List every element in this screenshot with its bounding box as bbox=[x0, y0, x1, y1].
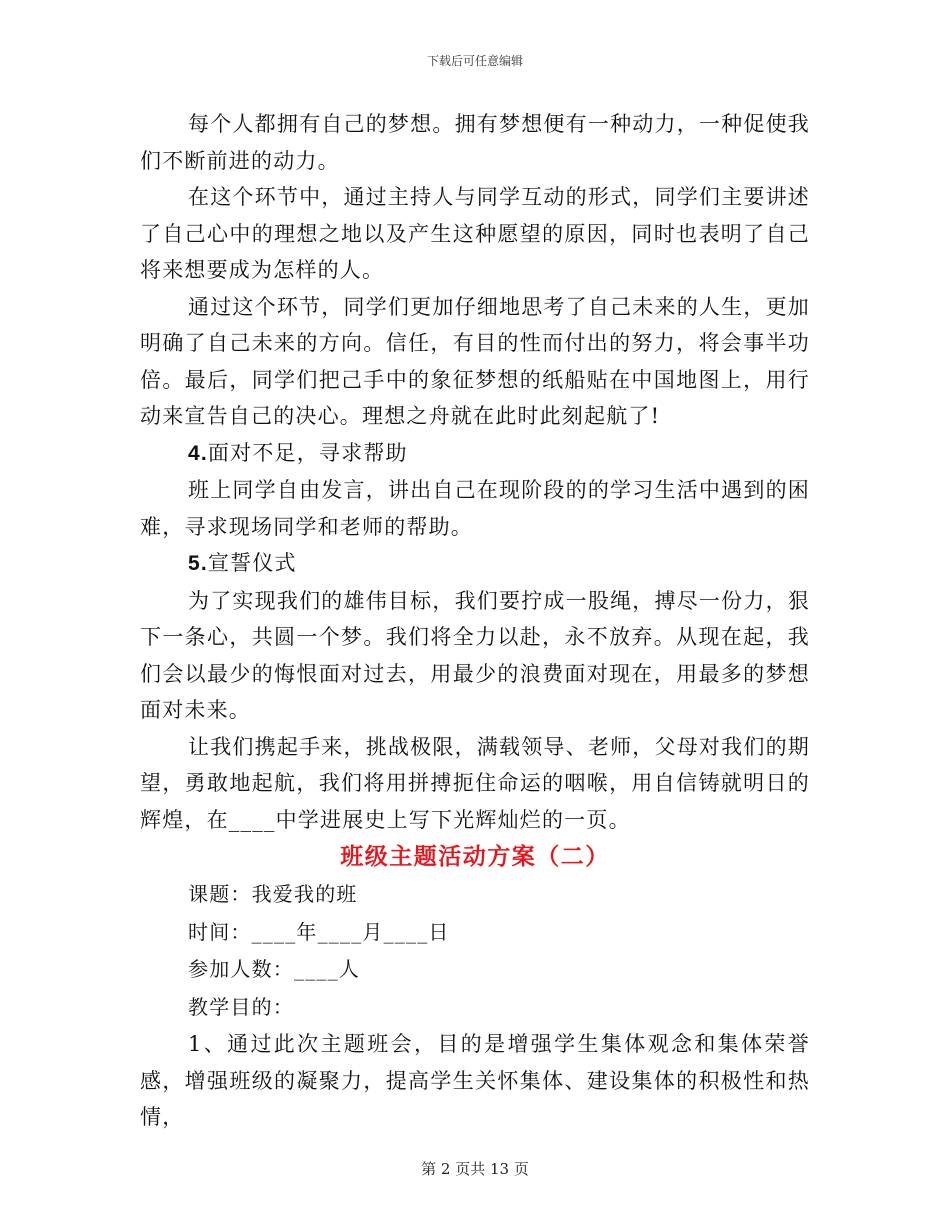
section-title: 班级主题活动方案（二） bbox=[340, 843, 610, 870]
section-heading-4 bbox=[140, 435, 810, 473]
paragraph-closing: 让我们携起手来，挑战极限，满载领导、老师，父母对我们的期望，勇敢地起航，我们将用拼搏扼住命运的咽喉，用自信铸就明日的辉煌，在____中学进展史上写下光辉灿烂的一页。 bbox=[140, 734, 810, 832]
document-body bbox=[140, 106, 810, 1136]
paragraph-reflection: 通过这个环节，同学们更加仔细地思考了自己未来的人生，更加明确了自己未来的方向。信任，有目的性而付出的努力，将会事半功倍。最后，同学们把己手中的象征梦想的纸船贴在中国地图上，用行动来宣告自己的决心。理想之舟就在此时此刻起航了! bbox=[140, 294, 810, 428]
time-field: 时间：____年____月____日 bbox=[188, 919, 450, 944]
goal-label: 教学目的： bbox=[188, 994, 294, 1019]
page-header: 下载后可任意编辑 bbox=[426, 54, 523, 68]
section-heading-text: 面对不足，寻求帮助 bbox=[207, 440, 408, 465]
section-number: 4. bbox=[188, 441, 208, 465]
section-heading-text: 宣誓仪式 bbox=[207, 551, 297, 575]
section-number: 5. bbox=[188, 552, 208, 575]
page-footer: 第 2 页共 13 页 bbox=[421, 1160, 529, 1178]
paragraph-oath: 为了实现我们的雄伟目标，我们要拧成一股绳，搏尽一份力，狠下一条心，共圆一个梦。我们将全力以赴，永不放弃。从现在起，我们会以最少的悔恨面对过去，用最少的浪费面对现在，用最多的梦想面对未来。 bbox=[140, 588, 810, 722]
paragraph-dream: 每个人都拥有自己的梦想。拥有梦想便有一种动力，一种促使我们不断前进的动力。 bbox=[140, 112, 810, 173]
section-heading-5 bbox=[140, 545, 810, 583]
paragraph-interaction: 在这个环节中，通过主持人与同学互动的形式，同学们主要讲述了自己心中的理想之地以及产生这种愿望的原因，同时也表明了自己将来想要成为怎样的人。 bbox=[140, 185, 810, 282]
participants-field: 参加人数：____人 bbox=[188, 957, 360, 981]
topic-field: 课题：我爱我的班 bbox=[188, 882, 358, 906]
goal-item-1: 1、通过此次主题班会，目的是增强学生集体观念和集体荣誉感，增强班级的凝聚力，提高学生关怀集体、建设集体的积极性和热情， bbox=[140, 1032, 810, 1129]
paragraph-help: 班上同学自由发言，讲出自己在现阶段的的学习生活中遇到的困难，寻求现场同学和老师的帮助。 bbox=[140, 478, 810, 539]
